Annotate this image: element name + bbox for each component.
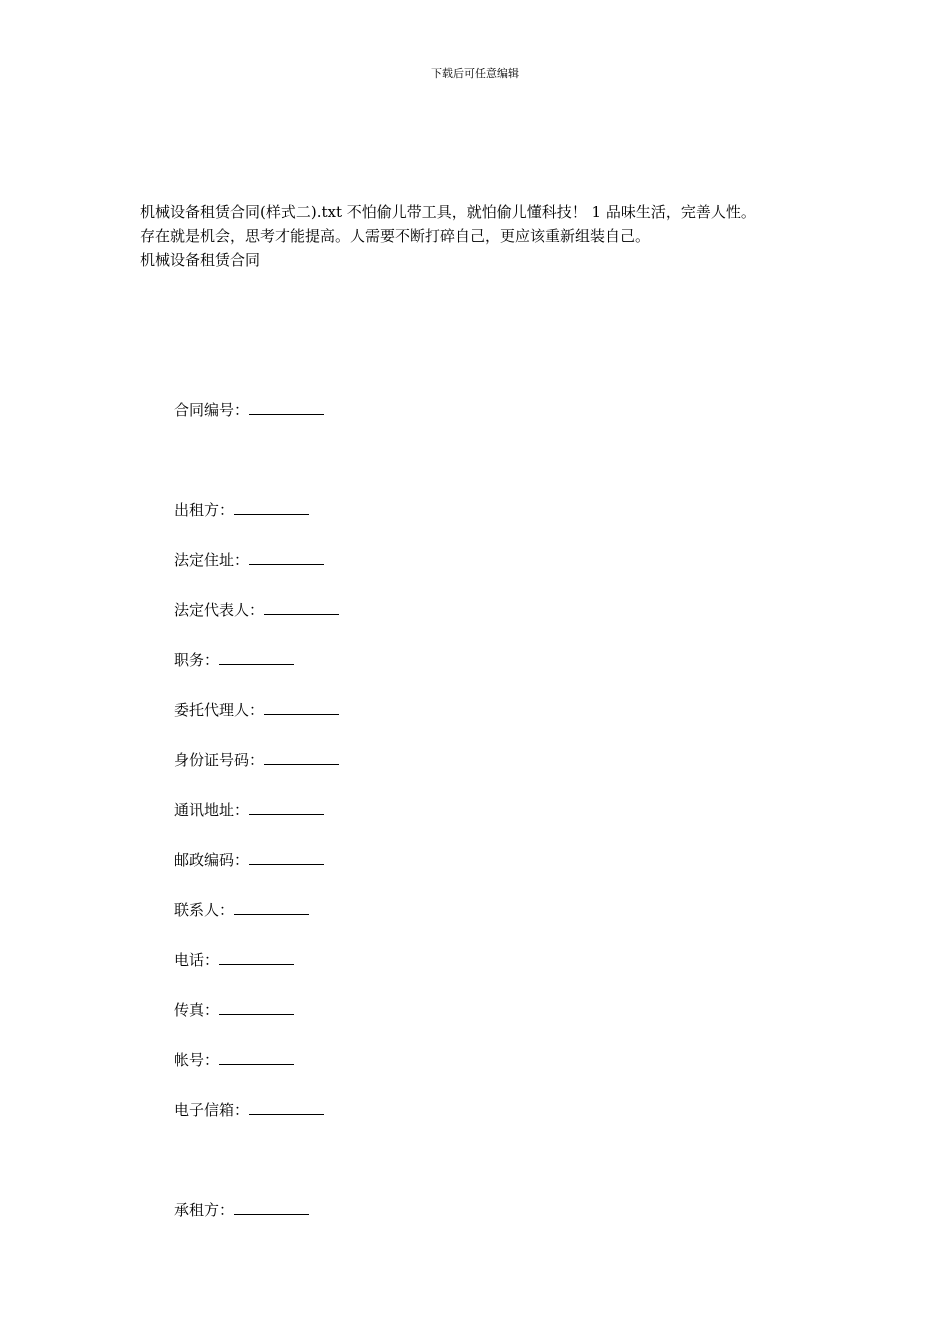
- lessor-legal-rep-field: [174, 600, 339, 620]
- contract-number-blank: [249, 401, 324, 415]
- field-label: 身份证号码：: [174, 751, 265, 769]
- field-blank: [264, 601, 339, 615]
- lessor-position-field: [174, 650, 294, 670]
- field-label: 职务：: [174, 651, 220, 669]
- lessor-phone-field: [174, 950, 294, 970]
- field-label: 委托代理人：: [174, 701, 265, 719]
- field-label: 通讯地址：: [174, 801, 250, 819]
- field-label: 传真：: [174, 1001, 220, 1019]
- field-blank: [234, 901, 309, 915]
- field-blank: [249, 851, 324, 865]
- lessor-id-field: [174, 750, 339, 770]
- lessor-blank: [234, 501, 309, 515]
- lessee-label: 承租方：: [174, 1201, 235, 1219]
- field-label: 电话：: [174, 951, 220, 969]
- lessor-account-field: [174, 1050, 294, 1070]
- lessor-label: 出租方：: [174, 501, 235, 519]
- field-blank: [219, 951, 294, 965]
- lessor-field: [174, 500, 309, 520]
- document-title: 机械设备租赁合同: [140, 251, 261, 269]
- field-label: 法定住址：: [174, 551, 250, 569]
- contract-number-field: [174, 400, 324, 420]
- intro-line-1: 机械设备租赁合同(样式二).txt 不怕偷儿带工具，就怕偷儿懂科技！ 1 品味生活，完善人性。: [140, 203, 756, 221]
- field-label: 帐号：: [174, 1051, 220, 1069]
- lessor-email-field: [174, 1100, 324, 1120]
- lessee-field: [174, 1200, 309, 1220]
- field-label: 电子信箱：: [174, 1101, 250, 1119]
- field-label: 联系人：: [174, 901, 235, 919]
- lessor-address-field: [174, 550, 324, 570]
- intro-block: [140, 200, 840, 272]
- intro-line-2: 存在就是机会，思考才能提高。人需要不断打碎自己，更应该重新组装自己。: [140, 227, 651, 245]
- lessor-postcode-field: [174, 850, 324, 870]
- contract-number-label: 合同编号：: [174, 401, 250, 419]
- lessor-fax-field: [174, 1000, 294, 1020]
- field-blank: [219, 1051, 294, 1065]
- field-label: 法定代表人：: [174, 601, 265, 619]
- lessee-blank: [234, 1201, 309, 1215]
- field-blank: [219, 651, 294, 665]
- field-blank: [249, 551, 324, 565]
- lessor-contact-field: [174, 900, 309, 920]
- field-label: 邮政编码：: [174, 851, 250, 869]
- field-blank: [249, 801, 324, 815]
- lessor-mail-address-field: [174, 800, 324, 820]
- field-blank: [249, 1101, 324, 1115]
- field-blank: [219, 1001, 294, 1015]
- field-blank: [264, 701, 339, 715]
- header-text: 下载后可任意编辑: [431, 67, 519, 80]
- field-blank: [264, 751, 339, 765]
- page-header: [0, 66, 950, 82]
- lessor-agent-field: [174, 700, 339, 720]
